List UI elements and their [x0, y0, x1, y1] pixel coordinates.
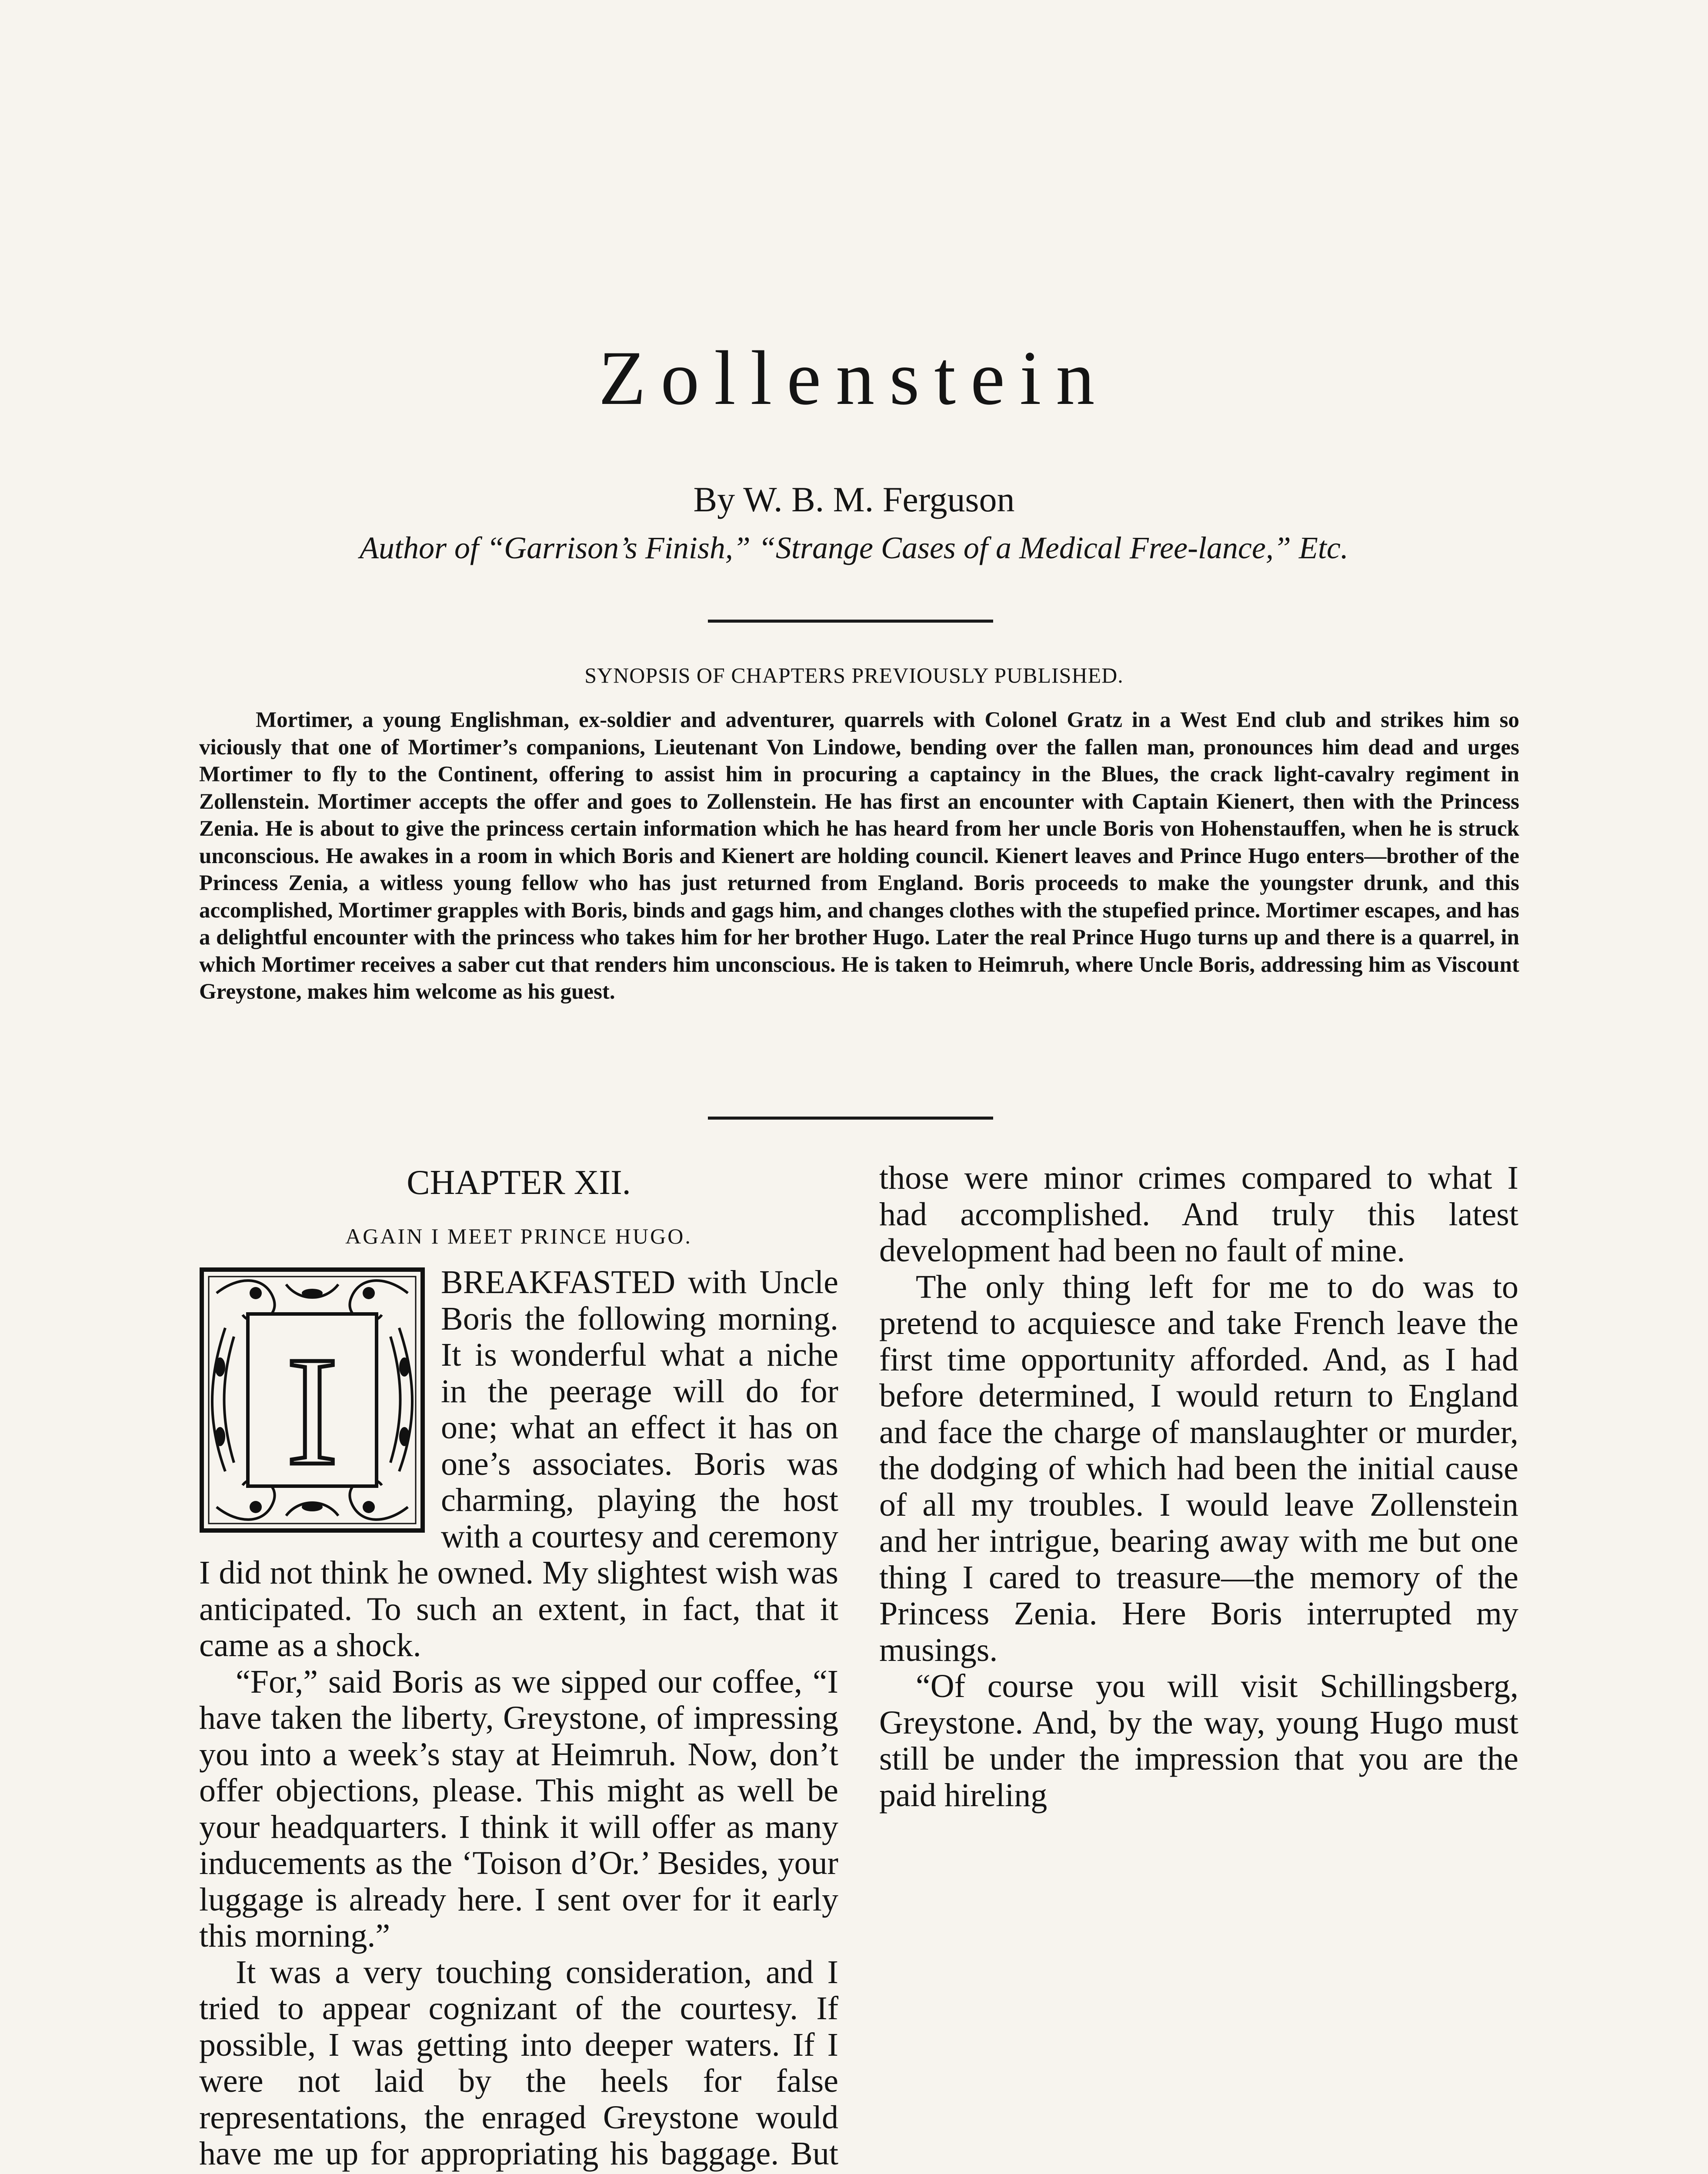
story-title: Zollenstein: [598, 335, 1110, 421]
right-column: [879, 1160, 1518, 1814]
synopsis-divider: [708, 1117, 993, 1120]
author-credits: Author of “Garrison’s Finish,” “Strange Cases of a Medical Free-lance,” Etc.: [360, 530, 1348, 565]
ornamental-frame-icon: [199, 1267, 425, 1533]
left-column: [199, 1160, 838, 2172]
dropcap-letter: I: [286, 1324, 338, 1497]
byline: By W. B. M. Ferguson: [693, 480, 1015, 519]
paragraph-3-continued: those were minor crimes compared to what I had accomplished. And truly this latest development had been no fault of mine.: [879, 1160, 1518, 1269]
paragraph-1: BREAKFASTED with Uncle Boris the following morning. It is wonderful what a niche in the peerage will do for one; what an effect it has on one’s associates. Boris was charming, playing the host with a courtesy and ceremony I did not think he owned. My slightest wish was anticipated. To such an extent, in fact, that it came as a shock.: [199, 1264, 838, 1664]
top-divider: [708, 620, 993, 623]
synopsis-heading: SYNOPSIS OF CHAPTERS PREVIOUSLY PUBLISHED.: [584, 663, 1124, 687]
paragraph-2: “For,” said Boris as we sipped our coffee, “I have taken the liberty, Greystone, of impressing you into a week’s stay at Heimruh. Now, don’t offer objections, please. This might as well be your headquarters. I think it will offer as many inducements as the ‘Toison d’Or.’ Besides, your luggage is already here. I sent over for it early this morning.”: [199, 1663, 838, 1954]
chapter-subtitle: AGAIN I MEET PRINCE HUGO.: [345, 1224, 692, 1248]
synopsis-text: Mortimer, a young Englishman, ex-soldier and adventurer, quarrels with Colonel Gratz in a West End club and strikes him so viciously that one of Mortimer’s companions, Lieutenant Von Lindowe, bending over the fallen man, pronounces him dead and urges Mortimer to fly to the Continent, offering to assist him in procuring a captaincy in the Blues, the crack light-cavalry regiment in Zollenstein. Mortimer accepts the offer and goes to Zollenstein. He has first an encounter with Captain Kienert, then with the Princess Zenia. He is about to give the princess certain information which he has heard from her uncle Boris von Hohenstauffen, when he is struck unconscious. He awakes in a room in which Boris and Kienert are holding council. Kienert leaves and Prince Hugo enters—brother of the Princess Zenia, a witless young fellow who has just returned from England. Boris proceeds to make the youngster drunk, and this accomplished, Mortimer grapples with Boris, binds and gags him, and changes clothes with the stupefied prince. Mortimer escapes, and has a delightful encounter with the princess who takes him for her brother Hugo. Later the real Prince Hugo turns up and there is a quarrel, in which Mortimer receives a saber cut that renders him unconscious. He is taken to Heimruh, where Uncle Boris, addressing him as Viscount Greystone, makes him welcome as his guest.: [199, 708, 1519, 1004]
chapter-number: CHAPTER XII.: [407, 1164, 631, 1202]
paragraph-4: The only thing left for me to do was to pretend to acquiesce and take French leave the first time opportunity afforded. And, as I had before determined, I would return to England and face the charge of manslaughter or murder, the dodging of which had been the initial cause of all my troubles. I would leave Zollenstein and her intrigue, bearing away with me but one thing I cared to treasure—the memory of the Princess Zenia. Here Boris interrupted my musings.: [879, 1268, 1518, 1668]
paragraph-5: “Of course you will visit Schillingsberg, Greystone. And, by the way, young Hugo must still be under the impression that you are the paid hireling: [879, 1668, 1518, 1814]
ornamental-dropcap: [199, 1267, 425, 1533]
paragraph-3: It was a very touching consideration, and I tried to appear cognizant of the courtesy. If possible, I was getting into deeper waters. If I were not laid by the heels for false representations, the enraged Greystone would have me up for appropriating his baggage. But: [199, 1954, 838, 2172]
